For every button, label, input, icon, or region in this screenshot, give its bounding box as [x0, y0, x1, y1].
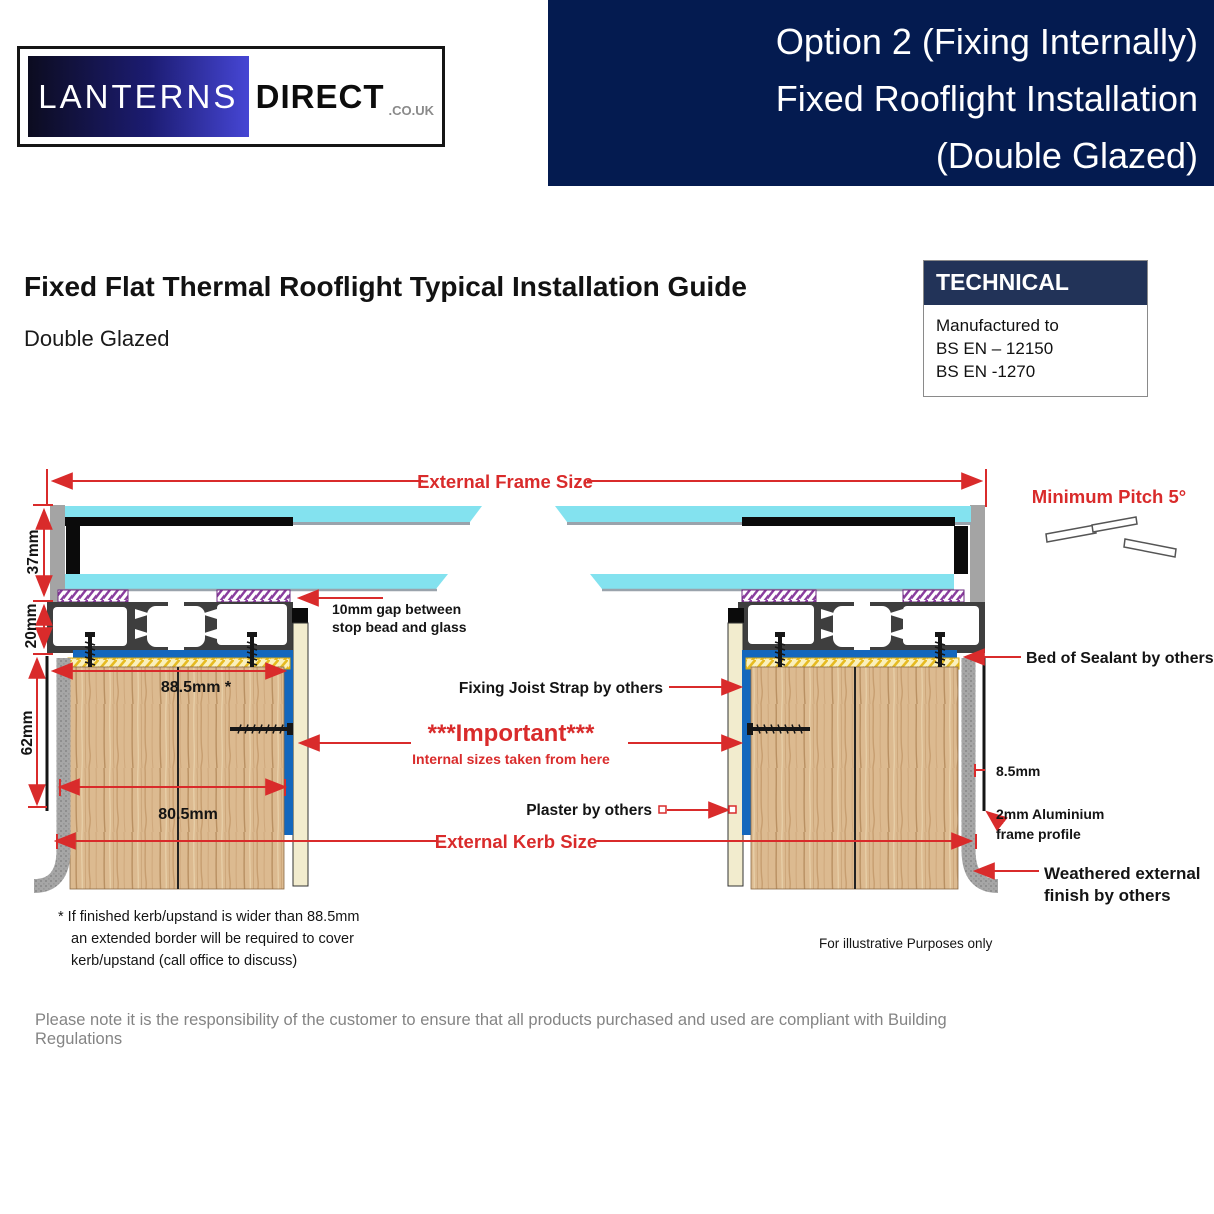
glass-pane-bottom-left: [65, 574, 448, 589]
joist-strap-left: [284, 650, 293, 835]
glass-spacer-left: [66, 526, 80, 574]
stop-bead-left-b: [217, 590, 290, 602]
internal-liner-left: [293, 623, 308, 886]
frame-end-cap-right: [728, 608, 744, 623]
dim-805mm-label: 80.5mm: [158, 806, 218, 823]
dim-885mm-label: 88.5mm *: [160, 679, 232, 696]
banner-line3: (Double Glazed): [935, 135, 1198, 176]
technical-line2: BS EN – 12150: [936, 339, 1054, 358]
left-frame-edge: [50, 505, 65, 604]
right-frame-edge: [970, 505, 985, 604]
alu-profile-line1: 2mm Aluminium: [996, 806, 1105, 822]
dim-62mm-label: 62mm: [19, 710, 36, 756]
page-title: Fixed Flat Thermal Rooflight Typical Installation Guide: [24, 271, 747, 302]
dim-85mm-label: 8.5mm: [996, 763, 1041, 779]
title-banner: [548, 0, 1214, 186]
logo-primary: LANTERNS: [28, 56, 249, 137]
joist-strap-right: [742, 650, 751, 835]
glass-edge-black-r: [742, 517, 955, 526]
external-kerb-size-label: External Kerb Size: [434, 831, 598, 852]
stop-bead-left-a: [58, 590, 128, 602]
stop-bead-right-a: [742, 590, 816, 602]
frame-end-cap-left: [292, 608, 308, 623]
dim-20mm-label: 20mm: [23, 603, 40, 649]
weathering-left: [34, 658, 64, 886]
footnote-line3: kerb/upstand (call office to discuss): [71, 953, 298, 969]
banner-line1: Option 2 (Fixing Internally): [775, 21, 1198, 62]
footnote-line2: an extended border will be required to cover: [71, 931, 354, 947]
minimum-pitch-label: Minimum Pitch 5°: [1031, 486, 1187, 507]
important-sub-label: Internal sizes taken from here: [412, 751, 610, 767]
external-frame-size-label: External Frame Size: [417, 471, 593, 492]
gap-note-line1: 10mm gap between: [332, 601, 462, 617]
technical-heading: TECHNICAL: [924, 261, 1147, 305]
glass-pane-bottom-right: [590, 574, 954, 589]
weathered-line2: finish by others: [1044, 886, 1171, 905]
gap-note-line2: stop bead and glass: [332, 619, 467, 635]
minimum-pitch-icon: [1046, 517, 1176, 557]
technical-line1: Manufactured to: [936, 316, 1059, 335]
right-cross-section: [555, 505, 998, 889]
technical-box: [923, 260, 1148, 397]
footnote-line1: * If finished kerb/upstand is wider than 88.5mm: [58, 909, 360, 925]
left-cross-section: [34, 505, 482, 889]
internal-liner-right: [728, 623, 743, 886]
logo-tld: .CO.UK: [388, 103, 434, 118]
dim-37mm-label: 37mm: [25, 529, 42, 575]
illustrative-label: For illustrative Purposes only: [819, 936, 993, 951]
glass-spacer-right: [954, 526, 968, 574]
glass-edge-black: [65, 517, 293, 526]
technical-line3: BS EN -1270: [936, 362, 1036, 381]
alu-profile-line2: frame profile: [996, 826, 1081, 842]
weathered-line1: Weathered external: [1044, 864, 1201, 883]
logo-secondary: DIRECT: [255, 77, 385, 115]
building-regs-disclaimer: Please note it is the responsibility of the customer to ensure that all products purchased and used are compliant with Building Regulations: [35, 1011, 947, 1048]
fixing-joist-strap-label: Fixing Joist Strap by others: [458, 680, 663, 697]
banner-line2: Fixed Rooflight Installation: [775, 78, 1198, 119]
important-label: ***Important***: [427, 720, 595, 747]
bed-of-sealant-label: Bed of Sealant by others: [1026, 650, 1214, 667]
stop-bead-right-b: [903, 590, 964, 602]
plaster-label: Plaster by others: [526, 802, 652, 819]
lanterns-direct-logo: [17, 46, 445, 147]
page-subtitle: Double Glazed: [24, 326, 170, 351]
